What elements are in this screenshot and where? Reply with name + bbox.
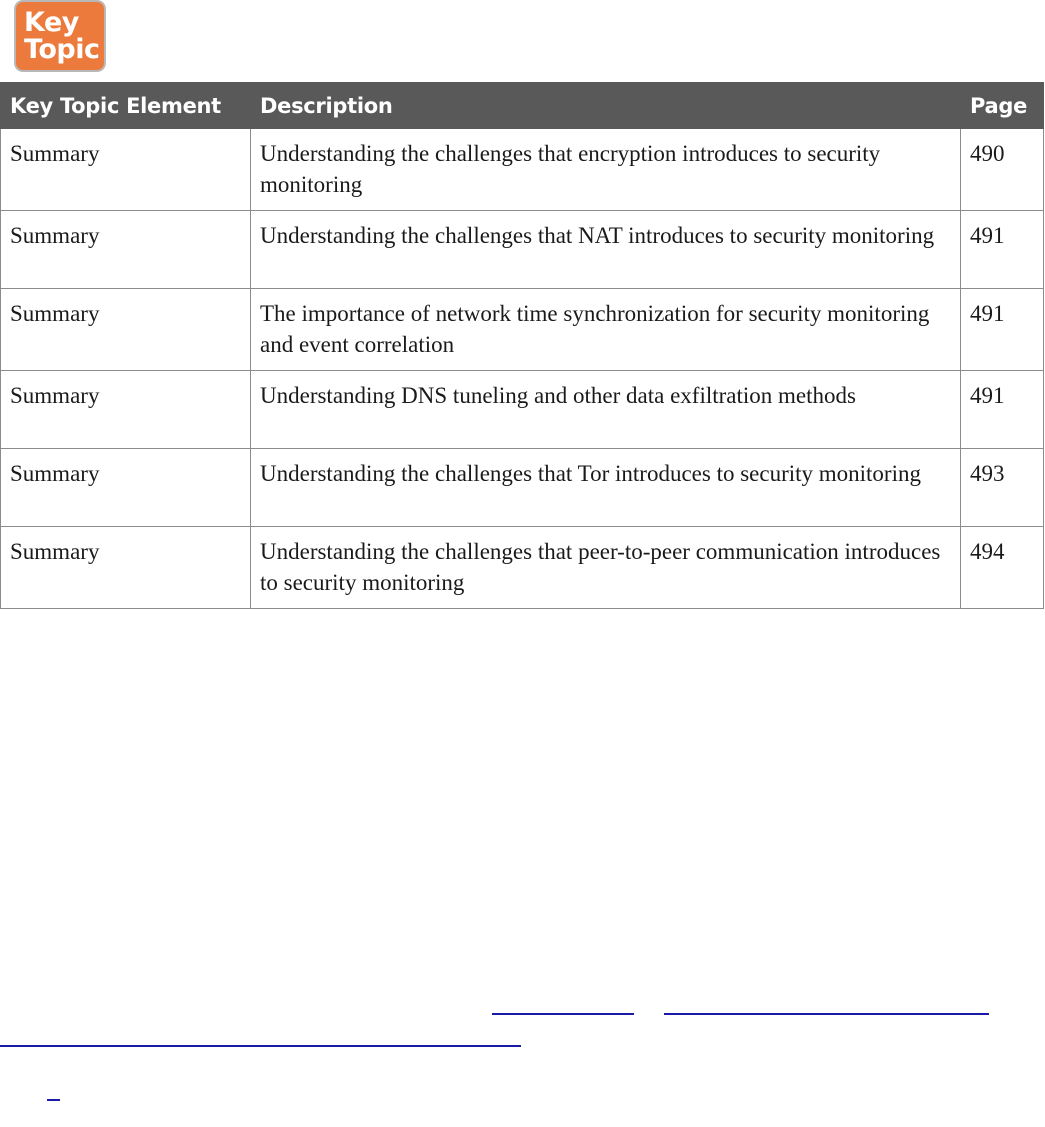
table-row (1, 449, 1044, 527)
table-row (1, 211, 1044, 289)
cell-page: 493 (961, 449, 1044, 527)
cell-description: Understanding DNS tuneling and other data exfiltration methods (251, 371, 961, 449)
link-underline-4[interactable] (47, 1099, 60, 1101)
link-underline-2[interactable] (664, 1013, 989, 1015)
cell-element: Summary (1, 211, 251, 289)
cell-element: Summary (1, 449, 251, 527)
key-topic-icon (14, 0, 106, 72)
link-underline-1[interactable] (492, 1013, 634, 1015)
header-description: Description (251, 83, 961, 129)
cell-element: Summary (1, 129, 251, 211)
cell-description: Understanding the challenges that peer-to-peer communication introduces to security monitoring (251, 527, 961, 609)
cell-description: The importance of network time synchronization for security monitoring and event correlation (251, 289, 961, 371)
cell-description: Understanding the challenges that Tor introduces to security monitoring (251, 449, 961, 527)
cell-element: Summary (1, 289, 251, 371)
cell-description: Understanding the challenges that encryption introduces to security monitoring (251, 129, 961, 211)
key-topics-table (0, 82, 1044, 609)
cell-element: Summary (1, 527, 251, 609)
table-header-row (1, 83, 1044, 129)
header-key-topic-element: Key Topic Element (1, 83, 251, 129)
link-underline-3[interactable] (0, 1045, 521, 1047)
header-page: Page (961, 83, 1044, 129)
cell-page: 491 (961, 211, 1044, 289)
cell-page: 494 (961, 527, 1044, 609)
cell-page: 490 (961, 129, 1044, 211)
cell-element: Summary (1, 371, 251, 449)
table-row (1, 527, 1044, 609)
table-row (1, 289, 1044, 371)
badge-line-1: Key (24, 7, 79, 38)
cell-page: 491 (961, 289, 1044, 371)
cell-description: Understanding the challenges that NAT introduces to security monitoring (251, 211, 961, 289)
badge-line-2: Topic (24, 34, 100, 65)
cell-page: 491 (961, 371, 1044, 449)
table-row (1, 371, 1044, 449)
table-row (1, 129, 1044, 211)
